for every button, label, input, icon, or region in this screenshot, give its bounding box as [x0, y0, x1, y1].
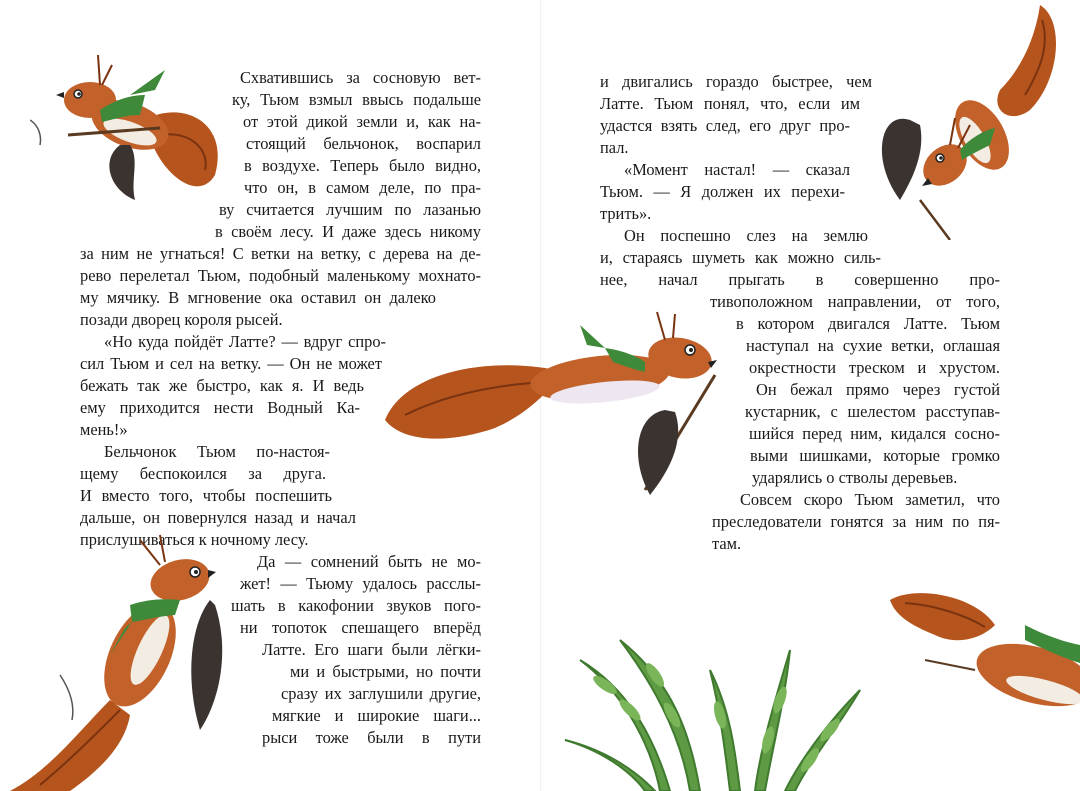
text-line: Тьюм. — Я должен их перехи- — [600, 182, 845, 201]
text-line: бежать так же быстро, как я. И ведь — [80, 376, 364, 395]
squirrel-icon — [375, 300, 730, 500]
text-line: Совсем скоро Тьюм заметил, что — [740, 490, 1000, 509]
squirrel-icon — [30, 40, 230, 210]
text-line: трить». — [600, 204, 652, 223]
text-line: «Но куда пойдёт Латте? — вдруг спро- — [104, 332, 386, 351]
text-line: щему беспокоился за друга. — [80, 464, 326, 483]
text-line: и, стараясь шуметь как можно силь- — [600, 248, 881, 267]
text-line: рыси тоже были в пути — [262, 728, 481, 747]
text-line: окрестности треском и хрустом. — [749, 358, 1000, 377]
text-line: в своём лесу. И даже здесь никому — [215, 222, 481, 241]
text-line: му мячику. В мгновение ока оставил он далеко — [80, 288, 436, 307]
text-line: кустарник, с шелестом расступав- — [745, 402, 1000, 421]
text-line: и двигались гораздо быстрее, чем — [600, 72, 872, 91]
text-line: сил Тьюм и сел на ветку. — Он не может — [80, 354, 382, 373]
text-line: ми и быстрыми, но почти — [290, 662, 481, 681]
squirrel-icon — [0, 530, 235, 791]
text-line: ударялись о стволы деревьев. — [752, 468, 958, 487]
text-line: нее, начал прыгать в совершенно про- — [600, 270, 1000, 289]
text-line: «Момент настал! — сказал — [624, 160, 850, 179]
text-line: Он бежал прямо через густой — [756, 380, 1000, 399]
text-line: за ним не угнаться! С ветки на ветку, с дерева на де- — [80, 244, 481, 263]
text-line: от этой дикой земли и, как на- — [243, 112, 481, 131]
text-line: ему приходится нести Водный Ка- — [80, 398, 360, 417]
squirrel-icon — [885, 585, 1080, 725]
text-line: жет! — Тьюму удалось расслы- — [240, 574, 481, 593]
text-line: удастся взять след, его друг про- — [600, 116, 850, 135]
text-line: мень!» — [80, 420, 128, 439]
text-line: И вместо того, чтобы поспешить — [80, 486, 332, 505]
text-line: мягкие и широкие шаги... — [272, 706, 481, 725]
text-line: Латте. Тьюм понял, что, если им — [600, 94, 860, 113]
text-line: шать в какофонии звуков пого- — [231, 596, 481, 615]
fern-plant — [560, 630, 880, 791]
text-line: там. — [712, 534, 742, 553]
text-line: наступал на сухие ветки, оглашая — [746, 336, 1000, 355]
text-line: Бельчонок Тьюм по-настоя- — [104, 442, 330, 461]
text-line: ку, Тьюм взмыл ввысь подальше — [232, 90, 481, 109]
squirrel-icon — [870, 0, 1080, 240]
text-line: выми шишками, которые громко — [750, 446, 1000, 465]
text-line: рево перелетал Тьюм, подобный маленькому мохнато- — [80, 266, 481, 285]
text-line: прислушиваться к ночному лесу. — [80, 530, 309, 549]
text-line: Латте. Его шаги были лёгки- — [262, 640, 481, 659]
text-line: преследователи гонятся за ним по пя- — [712, 512, 1000, 531]
text-line: в воздухе. Теперь было видно, — [244, 156, 481, 175]
text-line: ни топоток спешащего вперёд — [240, 618, 481, 637]
text-line: пал. — [600, 138, 629, 157]
text-line: стоящий бельчонок, воспарил — [246, 134, 481, 153]
text-line: в котором двигался Латте. Тьюм — [736, 314, 1000, 333]
text-line: Схватившись за сосновую вет- — [240, 68, 481, 87]
text-line: ву считается лучшим по лазанью — [219, 200, 481, 219]
text-line: шийся перед ним, кидался сосно- — [749, 424, 1000, 443]
text-line: сразу их заглушили другие, — [281, 684, 481, 703]
text-line: Да — сомнений быть не мо- — [257, 552, 481, 571]
text-line: Он поспешно слез на землю — [624, 226, 868, 245]
text-line: дальше, он повернулся назад и начал — [80, 508, 356, 527]
text-line: что он, в самом деле, по пра- — [244, 178, 481, 197]
text-line: позади дворец короля рысей. — [80, 310, 283, 329]
text-line: тивоположном направлении, от того, — [710, 292, 1000, 311]
